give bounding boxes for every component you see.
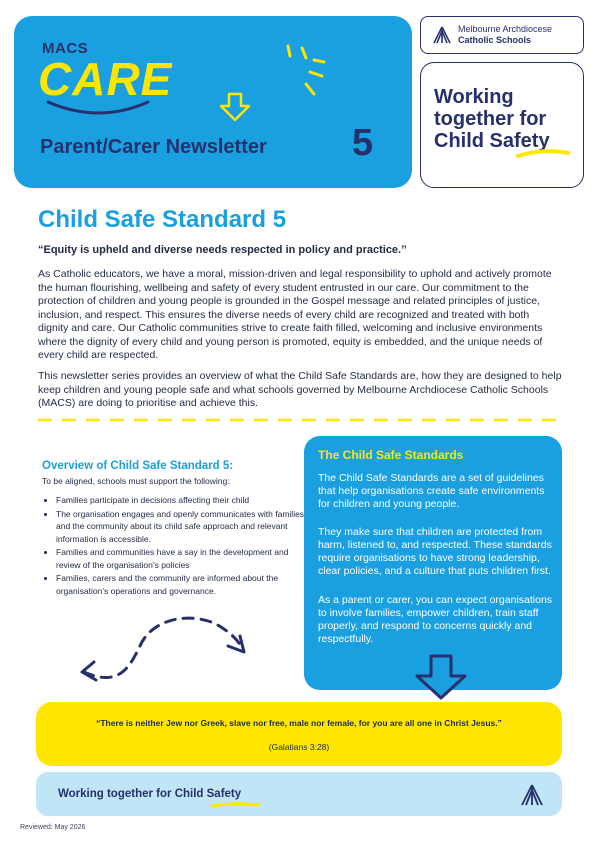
standards-paragraph-3: As a parent or carer, you can expect organisations to involve families, empower children, train staff properly, and respond to concerns quickly and respectfully. xyxy=(318,594,553,645)
intro-paragraph: As Catholic educators, we have a moral, mission-driven and legal responsibility to uphold and actively promote the human flourishing, wellbeing and safety of every student entrusted in our care. Our commitment to the protection of children and young people is grounded in the Gospel message and related principles of justice, inclusion, and respect. This ensures the diverse needs of every child are recognized and treated with both dignity and care. Our Catholic communities strive to create faith filled, welcoming and inclusive environments where the dignity of every child and young person is promoted, equity is embedded, and the unique needs of every child are respected. xyxy=(38,268,552,361)
overview-title: Overview of Child Safe Standard 5: xyxy=(42,460,234,472)
down-arrow-icon xyxy=(414,654,468,700)
cathedral-logo-icon xyxy=(432,26,452,44)
sun-rays-icon xyxy=(280,40,340,100)
scripture-box xyxy=(36,702,562,766)
down-arrow-icon xyxy=(218,92,252,122)
tagline-text xyxy=(434,86,579,152)
logo-text xyxy=(458,24,552,46)
footer-text: Working together for Child Safety xyxy=(58,788,242,800)
overview-list xyxy=(42,494,306,598)
cathedral-logo-icon xyxy=(520,784,544,806)
tagline-line2: together for xyxy=(434,108,547,130)
page-title: Child Safe Standard 5 xyxy=(38,206,287,233)
smile-icon xyxy=(44,98,154,120)
list-item: • Families, carers and the community are informed about the organisation’s operations and governance. xyxy=(56,572,306,597)
scripture-quote: “There is neither Jew nor Greek, slave nor free, male nor female, for you are all one in Christ Jesus.” xyxy=(96,718,502,728)
dashed-divider xyxy=(38,418,562,422)
standard-quote: “Equity is upheld and diverse needs respected in policy and practice.’’ xyxy=(38,244,407,256)
tagline-line3: Child Safety xyxy=(434,130,550,152)
series-paragraph: This newsletter series provides an overview of what the Child Safe Standards are, how they are designed to help keep children and young people safe and what schools governed by Melbourne Archdiocese Catholic Schools (MACS) are doing to prioritise and achieve this. xyxy=(38,370,562,409)
brand-small: MACS xyxy=(42,40,89,57)
tagline-line1: Working xyxy=(434,86,514,108)
list-item: • The organisation engages and openly communicates with families and the community about its child safe approach and relevant information is accessible. xyxy=(56,508,306,546)
list-item: • Families and communities have a say in the development and review of the organisation’s policies xyxy=(56,546,306,571)
reviewed-date: Reviewed: May 2026 xyxy=(20,824,86,831)
overview-intro: To be aligned, schools must support the following: xyxy=(42,476,230,486)
logo-line2: Catholic Schools xyxy=(458,35,532,45)
scripture-reference: (Galatians 3:28) xyxy=(268,742,330,752)
standards-paragraph-1: The Child Safe Standards are a set of guidelines that help organisations create safe environments for children and young people. xyxy=(318,472,545,510)
standards-paragraph-2: They make sure that children are protected from harm, listened to, and respected. These standards require organisations to have strong leadership, clear policies, and a culture that puts children first. xyxy=(318,526,552,577)
newsletter-title: Parent/Carer Newsletter xyxy=(40,136,267,158)
logo-line1: Melbourne Archdiocese xyxy=(458,24,553,34)
standards-title: The Child Safe Standards xyxy=(318,448,464,462)
issue-number: 5 xyxy=(352,122,374,164)
curvy-arrow-icon xyxy=(70,606,260,686)
brand-care: CARE xyxy=(38,53,173,105)
highlight-underline-icon xyxy=(516,148,570,160)
list-item: • Families participate in decisions affecting their child xyxy=(56,494,306,507)
highlight-underline-icon xyxy=(210,801,260,809)
